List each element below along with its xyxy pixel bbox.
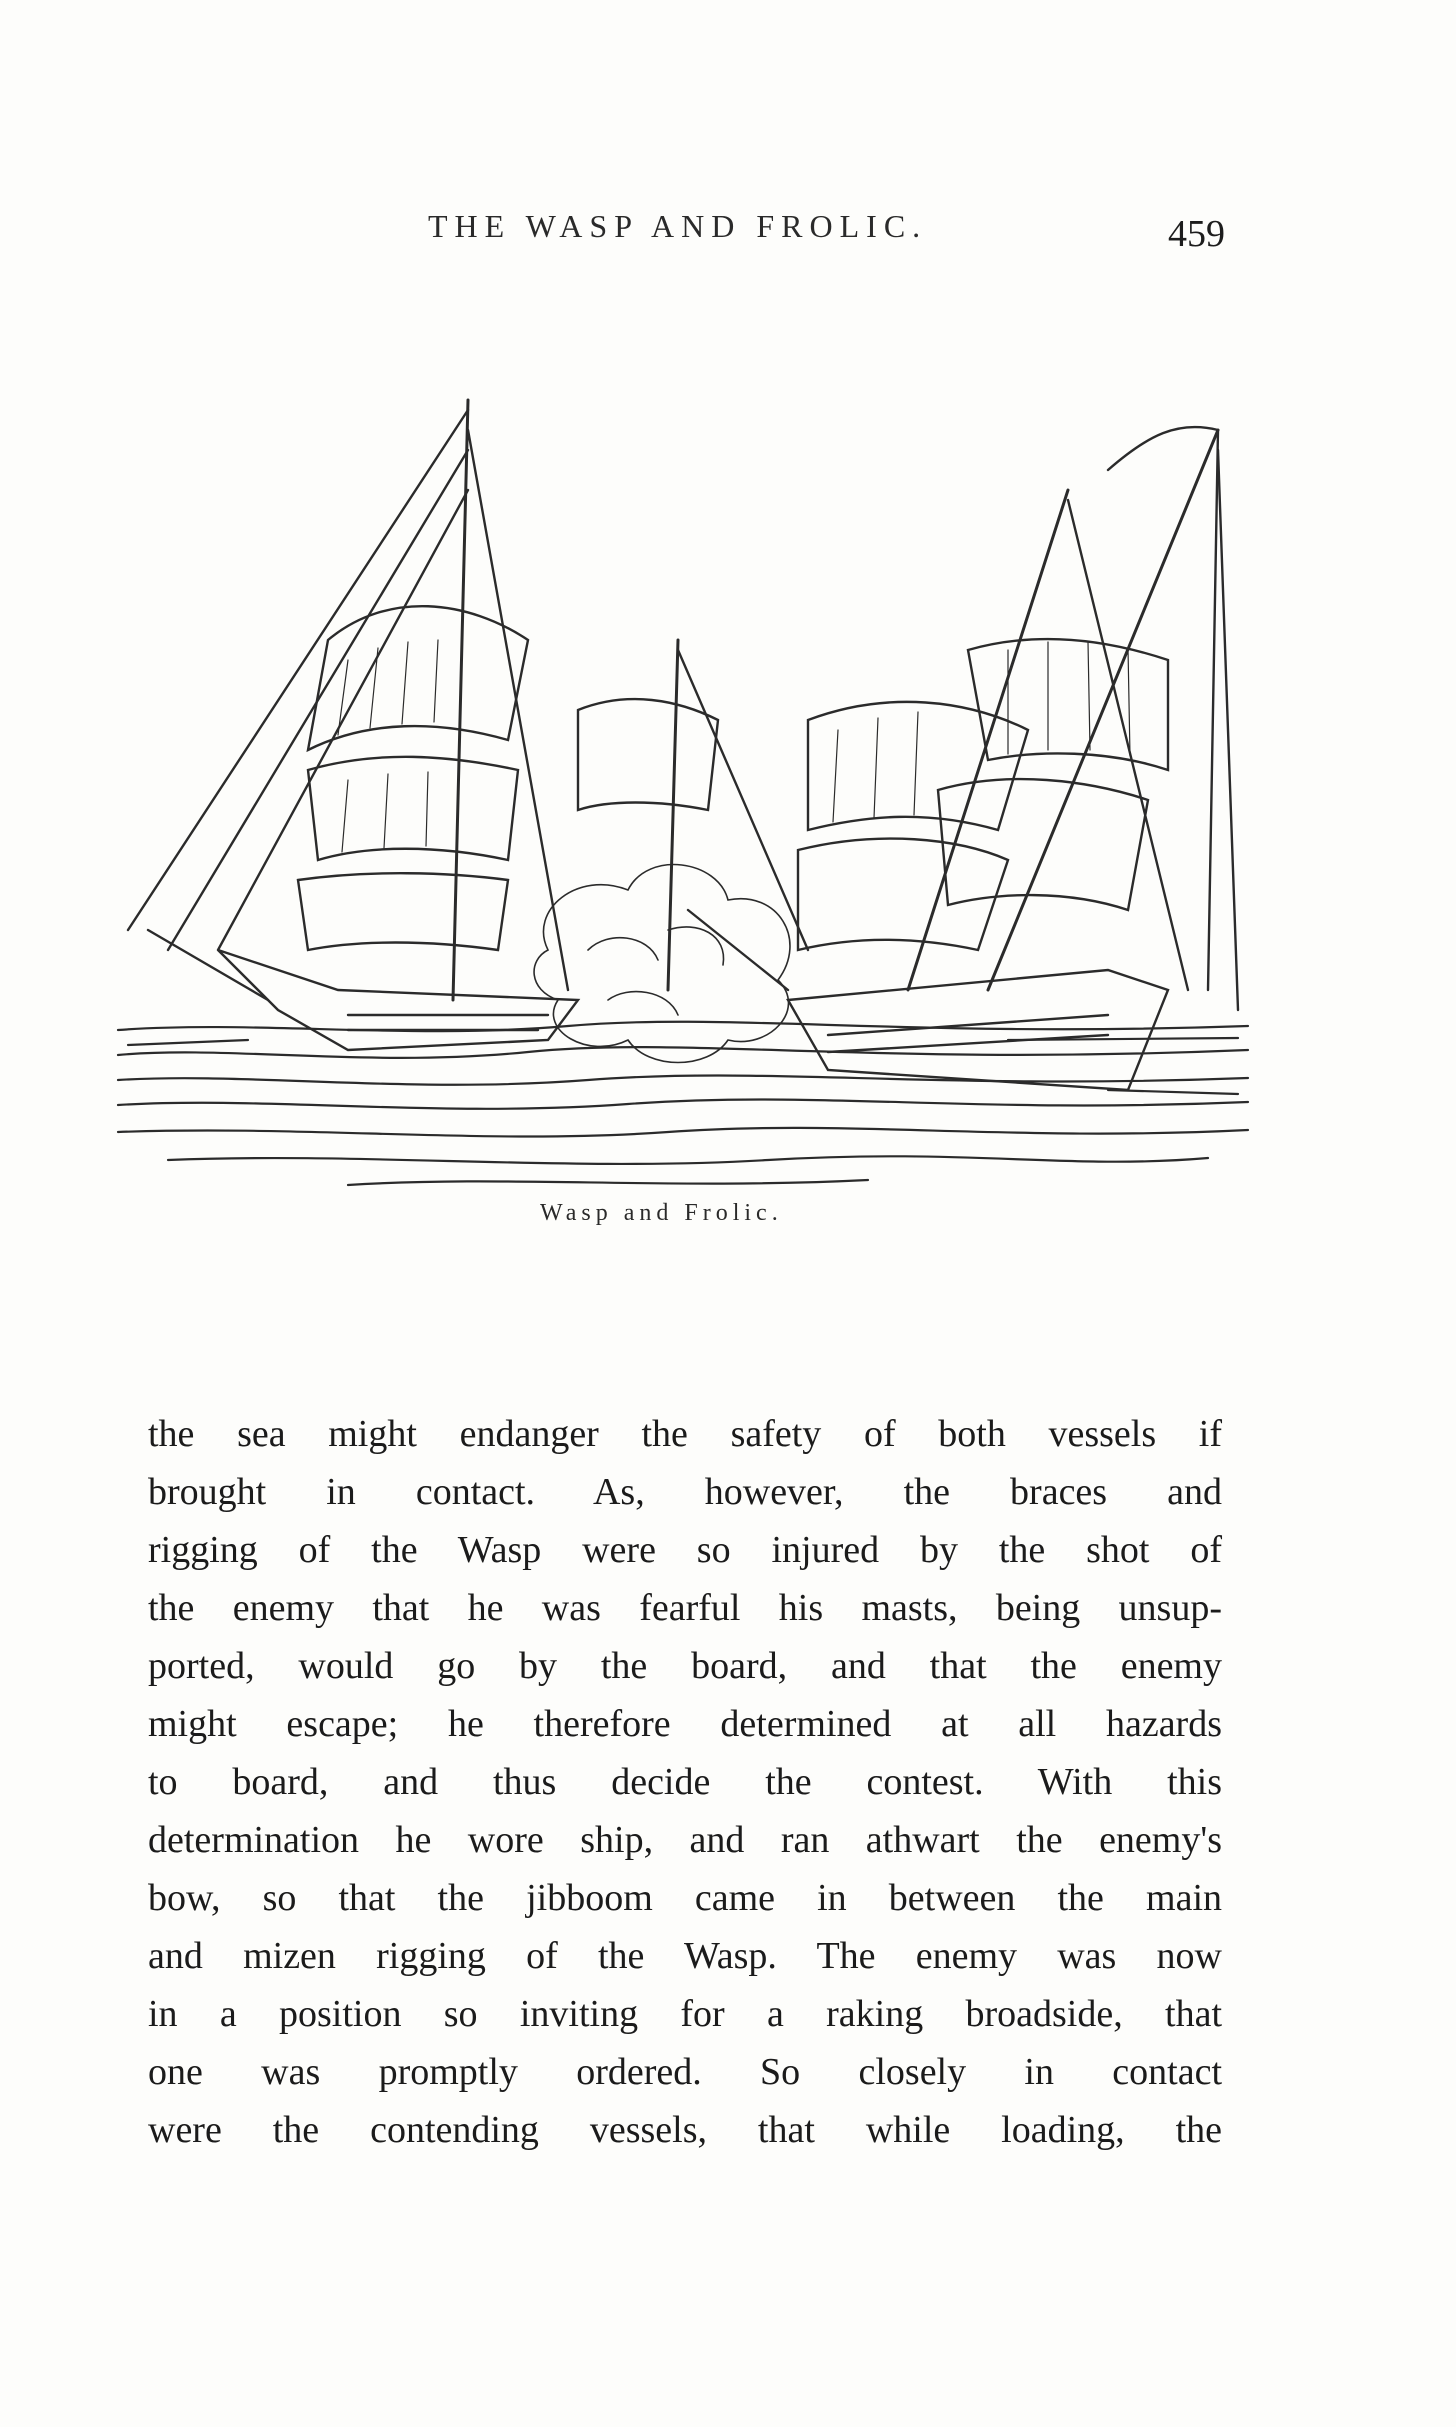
right-ship [688, 427, 1238, 1090]
text-line: the enemy that he was fearful his masts, being unsup- [148, 1587, 1222, 1629]
text-line: bow, so that the jibboom came in between the main [148, 1877, 1222, 1919]
text-line: brought in contact. As, however, the braces and [148, 1471, 1222, 1513]
text-line: the sea might endanger the safety of both vessels if [148, 1413, 1222, 1455]
body-text [148, 1405, 1222, 2159]
text-line: were the contending vessels, that while loading, the [148, 2109, 1222, 2151]
ship-engraving-illustration [108, 390, 1258, 1190]
left-ship [128, 400, 808, 1050]
figure-caption: Wasp and Frolic. [540, 1200, 783, 1226]
text-line: might escape; he therefore determined at all hazards [148, 1703, 1222, 1745]
text-line: rigging of the Wasp were so injured by the shot of [148, 1529, 1222, 1571]
text-line: determination he wore ship, and ran athwart the enemy's [148, 1819, 1222, 1861]
text-line: one was promptly ordered. So closely in contact [148, 2051, 1222, 2093]
text-line: in a position so inviting for a raking broadside, that [148, 1993, 1222, 2035]
text-line: to board, and thus decide the contest. With this [148, 1761, 1222, 1803]
text-line: ported, would go by the board, and that the enemy [148, 1645, 1222, 1687]
cannon-smoke [534, 865, 790, 1063]
sea-waves [118, 1022, 1248, 1185]
page-number: 459 [1168, 213, 1225, 255]
text-line: and mizen rigging of the Wasp. The enemy was now [148, 1935, 1222, 1977]
running-head: THE WASP AND FROLIC. [428, 208, 928, 244]
